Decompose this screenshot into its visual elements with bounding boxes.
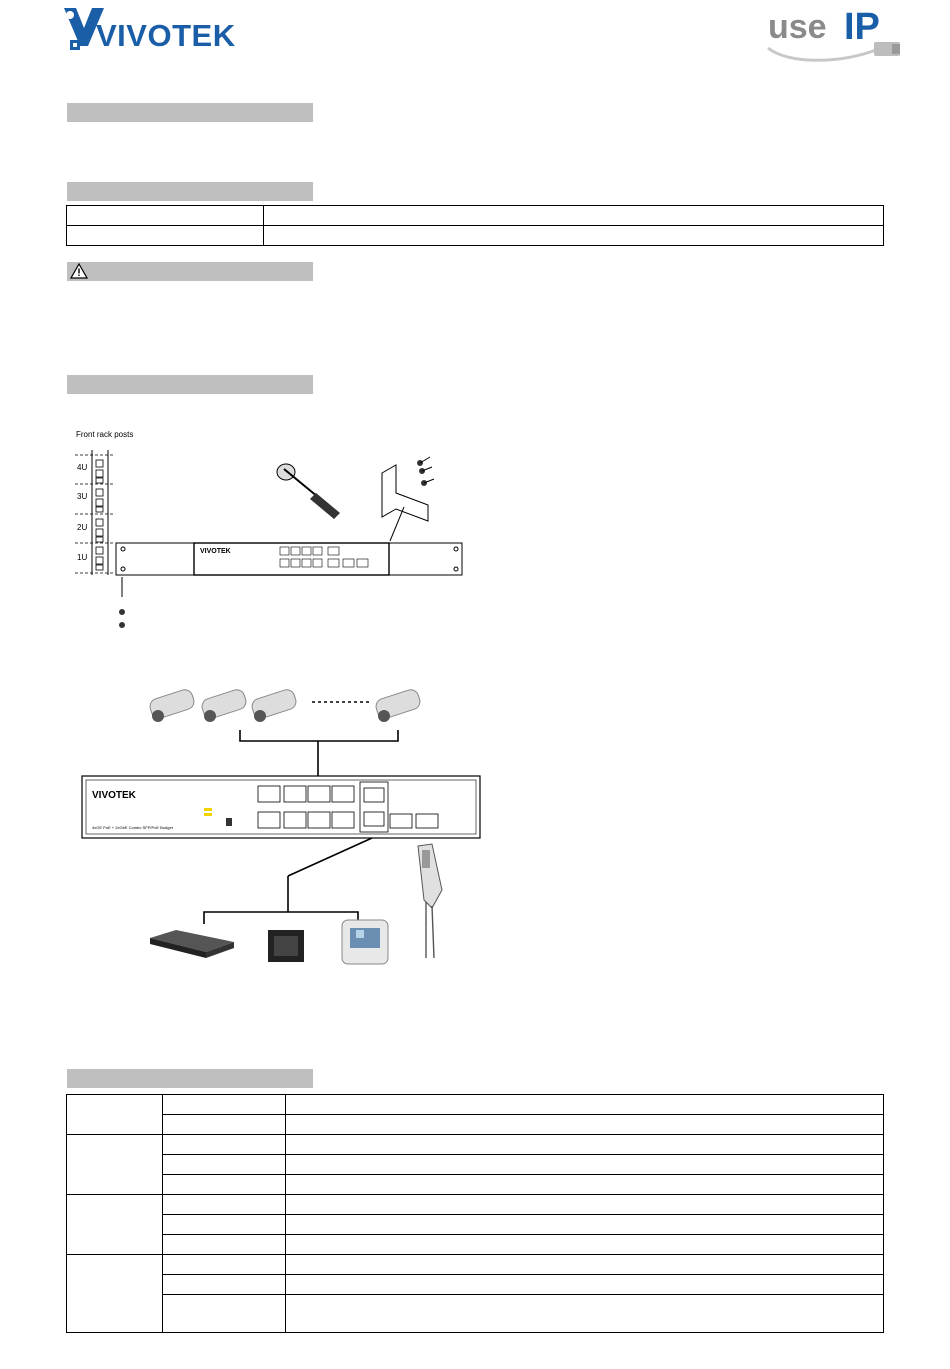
section-bar-4 [67,1069,313,1088]
useip-logo [758,6,908,64]
table-row [67,1215,884,1235]
table-cell [286,1135,884,1155]
useip-ip-text: IP [844,6,880,48]
table-row [67,1095,884,1115]
bracket-icon [382,457,434,541]
table-cell [163,1235,286,1255]
table-cell [286,1295,884,1333]
screwdriver-icon [277,464,340,519]
table-cell [286,1115,884,1135]
table-cell [286,1215,884,1235]
table-cell [286,1275,884,1295]
table-row [67,1255,884,1275]
table-row [67,1195,884,1215]
switch-brand: VIVOTEK [92,790,136,801]
vivotek-logo [62,6,242,56]
table-cell [163,1155,286,1175]
table-row [67,1155,884,1175]
useip-use-text: use [768,8,827,46]
info-table-2 [66,1094,884,1333]
switch-brand-small: VIVOTEK [200,548,231,555]
table-cell [286,1255,884,1275]
table-cell [163,1095,286,1115]
table-row [67,1235,884,1255]
table-cell [264,206,884,226]
table-cell [286,1195,884,1215]
table-row [67,1295,884,1333]
nvr-icon [150,930,234,958]
table-cell [67,1135,163,1195]
section-bar-1 [67,103,313,122]
table-row [67,1115,884,1135]
topology-figure [80,680,500,970]
rack-unit-label: 4U [77,463,88,472]
table-cell [163,1295,286,1333]
section-bar-3 [67,375,313,394]
table-cell [163,1115,286,1135]
rack-title: Front rack posts [76,430,134,439]
switch-model-text: 4xGE PoE + 2xGbE Combo SFP/PoE Budget [92,825,173,830]
table-row [67,1175,884,1195]
table-cell [67,206,264,226]
table-row [67,1135,884,1155]
table-cell [163,1275,286,1295]
camera-icon [250,688,298,722]
rack-drawing [70,425,470,645]
table-cell [286,1175,884,1195]
warning-icon [70,263,88,279]
table-cell [163,1175,286,1195]
section-bar-warning [67,262,313,281]
table-cell [163,1135,286,1155]
table-cell [286,1155,884,1175]
camera-icon [374,688,422,722]
server-icon [268,930,304,962]
table-cell [67,1255,163,1333]
rack-unit-label: 1U [77,553,88,562]
table-cell [264,226,884,246]
table-row [67,226,884,246]
fiber-connector-icon [418,844,442,958]
camera-icon [200,688,248,722]
table-cell [163,1215,286,1235]
vivotek-wordmark: VIVOTEK [96,18,236,53]
section-bar-2 [67,182,313,201]
monitor-icon [342,920,388,964]
table-cell [286,1235,884,1255]
table-row [67,206,884,226]
table-cell [163,1255,286,1275]
table-cell [67,226,264,246]
rack-mount-figure [70,425,470,645]
rack-unit-label: 2U [77,523,88,532]
table-cell [286,1095,884,1115]
table-cell [67,1095,163,1135]
camera-icon [148,688,196,722]
rack-unit-label: 3U [77,492,88,501]
info-table-1 [66,205,884,246]
table-cell [163,1195,286,1215]
table-cell [67,1195,163,1255]
table-row [67,1275,884,1295]
